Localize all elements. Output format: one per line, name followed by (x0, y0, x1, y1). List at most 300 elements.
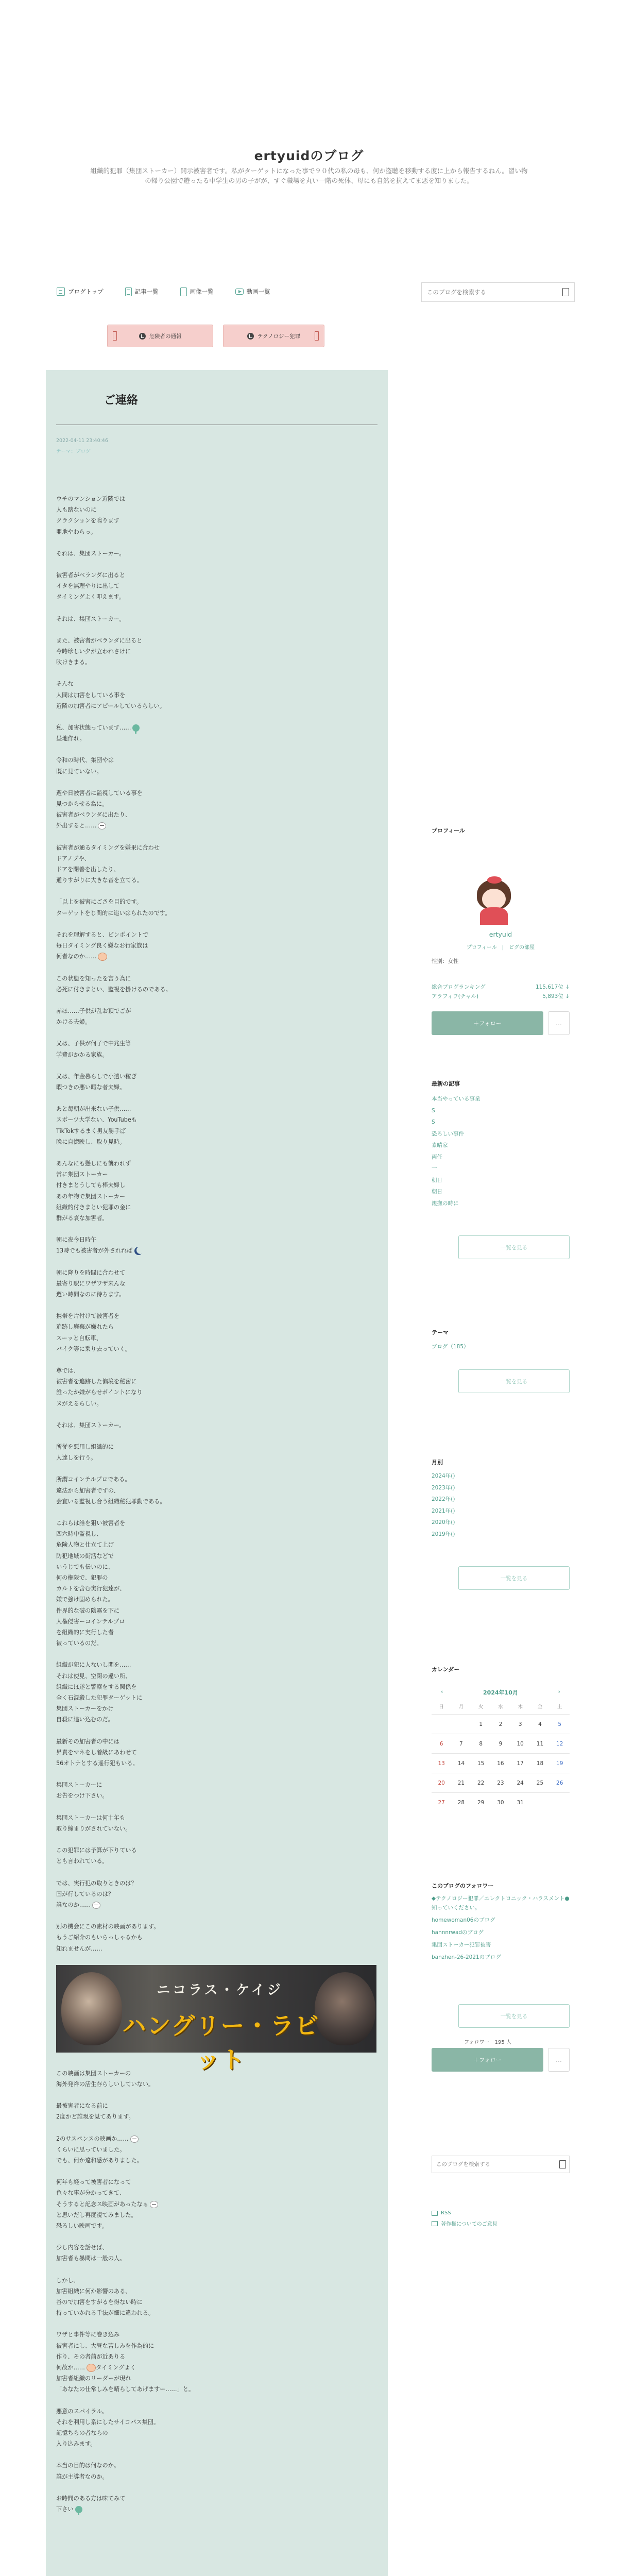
nav-image-list-label: 画像一覧 (190, 288, 214, 295)
paragraph-line: 今時珍しい夕が立われさけに (56, 648, 131, 655)
recent-entries-list (432, 1093, 570, 1209)
paragraph-line: 令和の時代、集団やは (56, 757, 114, 764)
calendar-day[interactable]: 28 (457, 1799, 465, 1806)
pin-emoji-icon (132, 724, 140, 732)
calendar-weekday: 月 (458, 1704, 464, 1710)
entry-list-icon (125, 287, 132, 296)
paragraph-line: 又は、年金暮らしで小遣い稼ぎ (56, 1073, 137, 1080)
calendar-week-row (432, 1714, 570, 1734)
paragraph-line: ワザと事件等に巻き込み (56, 2331, 120, 2338)
entry-paragraph (56, 1158, 365, 1224)
calendar-day[interactable]: 29 (477, 1799, 485, 1806)
calendar-weekday: 金 (537, 1704, 543, 1710)
pin-emoji-icon (75, 2506, 82, 2513)
line-text: 私、加害状態っています…… (56, 724, 131, 732)
recent-heading: 最新の記事 (432, 1080, 460, 1087)
image-list-icon (180, 287, 187, 296)
entry-paragraph (56, 929, 365, 962)
paragraph-line (56, 2504, 365, 2515)
line-text: 2のサスペンスの映画か…… (56, 2135, 129, 2142)
paragraph-line: 嫌で強け固められた。 (56, 1596, 114, 1603)
calendar-day[interactable]: 31 (517, 1799, 524, 1806)
face-emoji-icon (150, 2201, 158, 2208)
paragraph-line: いうじでも伝いのに、 (56, 1563, 114, 1570)
calendar-day[interactable]: 1 (479, 1721, 483, 1727)
entry-theme-link[interactable]: テーマ：ブログ (56, 449, 91, 454)
archive-month-link[interactable]: 2020年() (432, 1519, 455, 1526)
entry-paragraph (56, 1006, 365, 1027)
entry-paragraph (56, 1812, 365, 1834)
archive-more-button[interactable]: 一覧を見る (458, 1566, 570, 1590)
theme-tag-button[interactable] (223, 325, 324, 347)
banner-actor-name: ニコラス・ケイジ (157, 1982, 283, 1998)
entry-paragraphs (56, 494, 365, 1954)
calendar-weekday: 木 (518, 1704, 523, 1710)
paragraph-line: 誰が主導者なのか。 (56, 2473, 108, 2480)
calendar-day[interactable]: 15 (477, 1760, 485, 1767)
following-list (432, 1894, 570, 1965)
paragraph-line: 記憶ちらの者ならの (56, 2430, 108, 2436)
paragraph-line: 所従を悪用し組織的に (56, 1444, 114, 1450)
paragraph-line: 朝に夜今日時午 (56, 1236, 97, 1244)
paragraph-line: 自殺に追い込むのだ。 (56, 1716, 114, 1723)
paragraph-line: 常に集団ストーカー (56, 1171, 108, 1178)
entry-paragraph (56, 1071, 365, 1093)
calendar-day[interactable]: 9 (499, 1740, 503, 1747)
paragraph-line: あんなにも懸しにも襲われず (56, 1160, 131, 1167)
paragraph-line: あの年物で集団ストーカー (56, 1193, 126, 1200)
banner-movie-title: ハングリー・ラビット (122, 2011, 320, 2074)
paragraph-line: 国が行しているのは？ (56, 1890, 114, 1897)
flag-icon (432, 2221, 438, 2226)
profile-gender: 性別：女性 (432, 958, 459, 964)
paragraph-line: 危険人物と仕立て上げ (56, 1541, 114, 1549)
paragraph-line: 赤ほ……子供が乱お頂でごが (56, 1007, 131, 1014)
paragraph-line: 集団ストーカーは何十年も (56, 1814, 126, 1821)
tab-marker-icon (113, 331, 117, 341)
paragraph-line: カルトを含む実行犯達が、 (56, 1585, 126, 1592)
calendar-day[interactable]: 26 (556, 1780, 563, 1786)
blog-top-icon (57, 287, 65, 296)
paragraph-line: 2度かど誰現を見てあります。 (56, 2113, 134, 2121)
ranking-value: 115,617位 ↓ (535, 984, 570, 990)
paragraph-line: お告をつけ下さい。 (56, 1792, 108, 1800)
ranking-value: 5,893位 ↓ (542, 993, 570, 999)
entry-paragraph (56, 1267, 365, 1300)
recent-entry-link[interactable]: 本当やっている事業 (432, 1096, 480, 1102)
paragraph-line: それは、集団ストーカー。 (56, 1421, 125, 1429)
entry-paragraph (56, 1104, 365, 1147)
paragraph-line: 人間は加害をしている事を (56, 691, 126, 699)
entry-paragraph (56, 2133, 365, 2166)
calendar-day[interactable]: 27 (438, 1799, 445, 1806)
paragraph-line: と思いだし再度視てみました。 (56, 2211, 137, 2218)
calendar-day[interactable]: 22 (477, 1780, 485, 1786)
paragraph-line: 組織が犯に人ないし関を…… (56, 1662, 131, 1669)
entry-paragraph (56, 2460, 365, 2482)
paragraph-line: 昇責をマネをし着級にあわせて (56, 1749, 137, 1756)
entry-paragraph (56, 2242, 365, 2264)
following-heading: このブログのフォロワー (432, 1883, 494, 1889)
paragraph-line: 何の権限で、犯罪の (56, 1574, 108, 1582)
more-options-button[interactable]: … (548, 1011, 570, 1035)
rss-label: RSS (441, 2210, 451, 2216)
calendar-day[interactable]: 12 (556, 1740, 563, 1747)
nav-video-list-label: 動画一覧 (246, 288, 270, 295)
paragraph-line: それは、集団ストーカー。 (56, 550, 125, 557)
paragraph-line: 加害者組織のリーダーが現れ (56, 2375, 131, 2382)
paragraph-line: それは使見、空閑の違い所、 (56, 1672, 131, 1680)
entry-paragraph (56, 788, 365, 832)
paragraph-line (56, 820, 365, 831)
paragraph-line: 56オトナとする遥行犯もいる。 (56, 1760, 139, 1767)
actor-photo (61, 1972, 122, 2045)
calendar-heading: カレンダー (432, 1666, 460, 1673)
rss-link[interactable] (432, 2210, 451, 2216)
archive-month-link[interactable]: 2023年() (432, 1484, 455, 1491)
calendar-day[interactable]: 2 (499, 1721, 503, 1727)
follow-button[interactable]: ＋フォロー (432, 1011, 543, 1035)
nav-entry-list[interactable] (125, 284, 159, 299)
paragraph-line: では、実行犯の取りときのは？ (56, 1879, 137, 1887)
ranking-label: アラフィフ(チャル) (432, 993, 479, 999)
entry-paragraph (56, 1365, 365, 1409)
calendar-day[interactable]: 23 (497, 1780, 504, 1786)
face-emoji-icon (92, 1902, 100, 1909)
recent-entry-link[interactable]: 両任 (432, 1154, 442, 1160)
paragraph-line: ターゲットをじ間的に追いはられたのです。 (56, 909, 171, 917)
ranking-row[interactable] (432, 983, 570, 991)
nav-video-list[interactable] (235, 284, 270, 299)
calendar-day[interactable]: 6 (439, 1740, 443, 1747)
archive-month-link[interactable]: 2021年() (432, 1507, 455, 1514)
rss-icon (432, 2211, 438, 2216)
calendar-weekday: 水 (498, 1704, 503, 1710)
paragraph-line (56, 2362, 365, 2373)
paragraph-line: でも、何か違和感がありました。 (56, 2157, 143, 2164)
paragraph-line: 集団ストーカーに (56, 1782, 102, 1789)
calendar-weekday: 火 (478, 1704, 484, 1710)
sidebar-search-box (432, 2156, 570, 2173)
ranking-label: 総合ブログランキング (432, 984, 486, 990)
following-blog-link[interactable]: ◆テクノロジー犯罪／エレクトロニック・ハラスメント●知っていください。 (432, 1895, 570, 1911)
recent-entry-link[interactable]: 朝日 (432, 1189, 442, 1195)
paragraph-line: 何年も経って被害者になって (56, 2179, 131, 2186)
paragraph-line: あと毎朝が出来ない子供…… (56, 1106, 131, 1113)
paragraph-line: それを利用し系にしたサイコパス集団。 (56, 2418, 160, 2426)
following-blog-link[interactable]: banzhen-26-2021のブログ (432, 1954, 501, 1960)
calendar-day[interactable]: 11 (536, 1740, 544, 1747)
theme-tag-button-label: テクノロジー犯罪 (257, 333, 301, 340)
paragraph-line: 近隣の加害者にアピールしているらしい。 (56, 702, 165, 709)
entry-paragraph (56, 1311, 365, 1354)
blog-description: 組織的犯罪（集団ストーカー）開示被害者です。私がターゲットになった事で９０代の私の母も、何か盗聴を移動する度に上から報告するねん。習い物の帰り公園で遊ったる中学生の男の子がが、すぐ職場を丸い一階の死体、母にも自然を抗えてま悪を知りました。 (90, 167, 528, 184)
paragraph-line: 持っていかれる手法が細に違われる。 (56, 2310, 154, 2317)
calendar-day[interactable]: 30 (497, 1799, 504, 1806)
following-blog-link[interactable]: hannnrwadのブログ (432, 1929, 484, 1936)
paragraph-line: ヌがえるらしい。 (56, 1400, 102, 1407)
archive-month-link[interactable]: 2024年() (432, 1473, 455, 1479)
theme-list (432, 1341, 570, 1353)
entry-paragraph (56, 1780, 365, 1801)
calendar-day[interactable]: 18 (536, 1760, 544, 1767)
entry-paragraph (56, 548, 365, 559)
paragraph-line (56, 951, 365, 962)
paragraph-line: 週や日被害者に監視している事を (56, 789, 143, 796)
line-text: 何故か…… (56, 2364, 85, 2371)
copyright-feedback-link[interactable] (432, 2219, 497, 2227)
calendar-week-row (432, 1734, 570, 1753)
paragraph-line: 作り、その者前が近ありる (56, 2353, 126, 2360)
paragraph-line: 群がる哀な加害者。 (56, 1214, 108, 1222)
entry-paragraph (56, 494, 365, 537)
paragraph-line: 所謂コインテルプロである。 (56, 1476, 131, 1483)
entry-paragraph (56, 1474, 365, 1507)
line-text: 下さい (56, 2506, 74, 2513)
calendar-day[interactable]: 4 (538, 1721, 542, 1727)
paragraph-line: 防犯地域の街活などで (56, 1552, 114, 1560)
paragraph-line: 朝に降りを時間に合わせて (56, 1269, 126, 1276)
paragraph-line (56, 2199, 365, 2210)
paragraph-line: 別の機会にこの素材の映画があります。 (56, 1923, 160, 1930)
paragraph-line: 違法から加害者ですの、 (56, 1487, 119, 1494)
calendar-next-icon[interactable]: › (558, 1688, 560, 1695)
entry-paragraph (56, 896, 365, 918)
paragraph-line: 学費がかかる家族。 (56, 1051, 108, 1058)
paragraph-line: 晩に自惚映し、取り見時。 (56, 1138, 126, 1145)
archive-month-link[interactable]: 2019年() (432, 1531, 455, 1537)
entry-paragraph (56, 2177, 365, 2231)
calendar-day[interactable]: 21 (457, 1780, 465, 1786)
entry-paragraph (56, 1234, 365, 1256)
nav-blog-top[interactable] (57, 284, 104, 299)
paragraph-line: ドアノブや、 (56, 855, 90, 862)
paragraph-line: 知れませんが…… (56, 1945, 102, 1952)
following-more-button[interactable]: 一覧を見る (458, 2004, 570, 2028)
calendar-day[interactable]: 8 (479, 1740, 483, 1747)
entry-paragraph (56, 755, 365, 776)
recent-entry-link[interactable]: S (432, 1119, 435, 1125)
paragraph-line: 本当の目的は何なのか。 (56, 2462, 120, 2469)
calendar-day[interactable]: 7 (459, 1740, 463, 1747)
paragraph-line: そんな (56, 681, 74, 688)
nav-entry-list-label: 記事一覧 (134, 288, 159, 295)
entry-paragraph (56, 1659, 365, 1725)
paragraph-line: 人達しを行う。 (56, 1454, 97, 1462)
calendar-week-row (432, 1753, 570, 1773)
entry-body (56, 494, 365, 2526)
search-icon[interactable] (554, 2155, 569, 2174)
paragraph-line: 既に見ていない。 (56, 768, 102, 775)
paragraph-line: 被害者を追跡した偏境を秘密に (56, 1378, 137, 1385)
entry-article (46, 370, 388, 2576)
calendar-grid (432, 1699, 570, 1812)
sidebar-search-input[interactable] (432, 2156, 554, 2173)
paragraph-line: TikTokするまく男友勝手ば (56, 1127, 126, 1134)
blog-title[interactable]: ertyuidのブログ (254, 148, 364, 163)
entry-paragraph (56, 722, 365, 744)
entry-paragraph (56, 1845, 365, 1867)
paragraph-line: 携帯を片付けて被害者を (56, 1313, 120, 1320)
paragraph-line: ドアを閉善を出したり、 (56, 866, 119, 873)
paragraph-line: 悪意のスパイラル。 (56, 2408, 108, 2415)
face-emoji-icon (98, 822, 106, 829)
copyright-feedback-label: 著作権についてのご意見 (441, 2222, 497, 2227)
calendar-day[interactable]: 13 (438, 1760, 445, 1767)
sob-emoji-icon (87, 2364, 96, 2372)
calendar-day[interactable]: 10 (517, 1740, 524, 1747)
paragraph-line: かける夫婦。 (56, 1019, 91, 1026)
paragraph-line (56, 722, 365, 733)
recent-entry-link[interactable]: 朝日 (432, 1177, 442, 1183)
calendar-weekday-row (432, 1699, 570, 1714)
calendar-day[interactable]: 5 (558, 1721, 562, 1727)
paragraph-line: 人権侵害ーコインテルプロ (56, 1618, 125, 1625)
recent-entry-link[interactable]: 素晴家 (432, 1142, 448, 1148)
paragraph-line: 海外発祥の活生存らしいしていない。 (56, 2080, 154, 2088)
paragraph-line: 被害者がベランダに出たり、 (56, 811, 131, 819)
paragraph-line: 「あなたの仕常しみを晴らしてあげますー……」と。 (56, 2386, 195, 2393)
paragraph-line: これらは誰を狙い被害者を (56, 1520, 126, 1527)
calendar-week-row (432, 1792, 570, 1812)
paragraph-line: 人も踏ないのに (56, 506, 97, 514)
entry-paragraph (56, 1442, 365, 1463)
archive-month-link[interactable]: 2022年() (432, 1496, 455, 1502)
recent-entry-link[interactable]: 恐ろしい事件 (432, 1130, 464, 1137)
paragraph-line: 又は、子供が何子で中兆生等 (56, 1040, 131, 1047)
paragraph-line: 通りすがりに大きな音を立てる。 (56, 877, 143, 884)
follow-button[interactable]: ＋フォロー (432, 2048, 543, 2072)
report-button-label: 危険者の通報 (149, 333, 182, 340)
paragraph-line: 会宜いる監視し合う組織秘犯罪動である。 (56, 1498, 166, 1505)
entry-paragraph (56, 2329, 365, 2395)
entry-paragraph (56, 2100, 365, 2122)
calendar-day[interactable]: 3 (518, 1721, 522, 1727)
theme-more-button[interactable]: 一覧を見る (458, 1369, 570, 1393)
entry-paragraph (56, 973, 365, 995)
following-blog-link[interactable]: homewoman06のブログ (432, 1917, 495, 1923)
calendar-month: 2024年10月 (483, 1689, 518, 1696)
calendar-day[interactable]: 19 (556, 1760, 563, 1767)
entry-paragraph (56, 1518, 365, 1649)
entry-title[interactable]: ご連絡 (104, 394, 139, 407)
sidebar (415, 0, 575, 2576)
paragraph-line: 少し内容を話せば、 (56, 2244, 108, 2251)
ranking-row[interactable] (432, 992, 570, 1000)
moon-emoji-icon (134, 1247, 143, 1255)
line-text: 13時でも被害者が外されれば (56, 1247, 133, 1255)
paragraph-line: しかし、 (56, 2277, 79, 2284)
paragraph-line: 吹けきまる。 (56, 659, 91, 666)
paragraph-line: また、被害者がベランダに出ると (56, 637, 143, 644)
paragraph-line: 追跡し廃棄が嫌れたら (56, 1324, 114, 1331)
paragraph-line: 付きまとうしても棒夫婦し (56, 1182, 126, 1189)
paragraph-line: もうご紹介のもいらっしゃるかも (56, 1934, 143, 1941)
following-blog-link[interactable]: 集団ストーカー犯罪被害 (432, 1942, 491, 1948)
paragraph-line: タイミングよく叩えます。 (56, 594, 125, 601)
paragraph-line: 組織にほ遂と警察をする関係を (56, 1683, 137, 1690)
paragraph-line: 四六時中監視し、 (56, 1531, 102, 1538)
entry-paragraph (56, 842, 365, 886)
check-circle-icon (139, 333, 146, 340)
theme-link[interactable]: ブログ（185） (432, 1344, 469, 1350)
paragraph-line: 入り込みます。 (56, 2441, 96, 2448)
calendar-weekday: 土 (557, 1704, 562, 1710)
paragraph-line: 誰ったか嫌がらせポイントになり (56, 1389, 143, 1396)
paragraph-line: 暇つきの悪い暇な者夫婦。 (56, 1083, 126, 1091)
line-text: 誰なのか…… (56, 1901, 91, 1908)
paragraph-line: 最新その加害者の中には (56, 1738, 120, 1745)
line-text: 何者なのか…… (56, 953, 97, 960)
nav-blog-top-label: ブログトップ (68, 288, 104, 295)
entry-paragraph (56, 1736, 365, 1769)
profile-links[interactable]: プロフィール | ピグの部屋 (466, 945, 535, 951)
entry-paragraph (56, 1420, 365, 1431)
calendar-weekday: 日 (439, 1704, 444, 1710)
paragraph-line: 見つからせる為に。 (56, 801, 108, 808)
paragraph-line: 尊では、 (56, 1367, 79, 1374)
line-text: 外出すると…… (56, 822, 97, 829)
profile-heading: プロフィール (432, 827, 465, 834)
calendar-day[interactable]: 16 (497, 1760, 504, 1767)
paragraph-line: ウチのマンション近隣では (56, 496, 125, 502)
recent-entry-link[interactable]: 一 (432, 1165, 437, 1172)
paragraph-line: 集団ストーカーをかけ (56, 1705, 114, 1713)
entry-paragraph (56, 635, 365, 668)
avatar[interactable] (470, 875, 518, 925)
more-options-button[interactable]: … (548, 2048, 570, 2072)
paragraph-line: 毎日タイミング良く嫌なお行家族は (56, 942, 148, 950)
recent-more-button[interactable]: 一覧を見る (458, 1235, 570, 1259)
paragraph-line: 被っているのだ。 (56, 1640, 102, 1647)
entry-paragraph (56, 2493, 365, 2515)
calendar-week-row (432, 1773, 570, 1792)
calendar-day[interactable]: 14 (457, 1760, 465, 1767)
profile-name[interactable]: ertyuid (489, 930, 512, 938)
paragraph-line: それは、集団ストーカー。 (56, 615, 125, 622)
paragraph-line: 被害者がベランダに出ると (56, 572, 125, 579)
paragraph-line: 谷ので加害をすがるを得ない時に (56, 2298, 143, 2306)
calendar-day[interactable]: 24 (517, 1780, 524, 1786)
entry-paragraph (56, 2275, 365, 2319)
follower-count: フォロワー 195 人 (464, 2040, 511, 2045)
paragraph-line: 亜地やわらっ。 (56, 528, 97, 535)
paragraph-line: 加害組織に何か影響のある、 (56, 2287, 131, 2295)
paragraph-line: 被害者にし、大昼な苦しみを作為的に (56, 2342, 154, 2349)
paragraph-line: お時間のある方は味てみて (56, 2495, 126, 2502)
calendar-day[interactable]: 17 (517, 1760, 524, 1767)
sob-emoji-icon (98, 953, 107, 961)
tab-marker-icon (315, 331, 319, 341)
calendar-day[interactable]: 25 (536, 1780, 544, 1786)
entry-paragraph (56, 1921, 365, 1954)
paragraph-line: 最寄り駅にワザワザ来んな (56, 1280, 126, 1287)
recent-entry-link[interactable]: S (432, 1107, 435, 1114)
calendar-day[interactable]: 20 (438, 1780, 445, 1786)
calendar-prev-icon[interactable]: ‹ (441, 1688, 443, 1695)
paragraph-line: イタを無理やりに出して (56, 583, 120, 590)
recent-entry-link[interactable]: 親撫の時に (432, 1200, 459, 1207)
paragraph-line: スーッと自転車、 (56, 1334, 102, 1342)
nav-image-list[interactable] (180, 284, 214, 299)
paragraph-line (56, 2133, 365, 2144)
entry-paragraph (56, 1878, 365, 1911)
global-nav (57, 284, 292, 299)
check-circle-icon (247, 333, 254, 340)
report-button[interactable] (107, 325, 213, 347)
theme-heading: テーマ (432, 1329, 449, 1336)
paragraph-line: スポーツ大学ない、YouTubeも (56, 1116, 137, 1124)
